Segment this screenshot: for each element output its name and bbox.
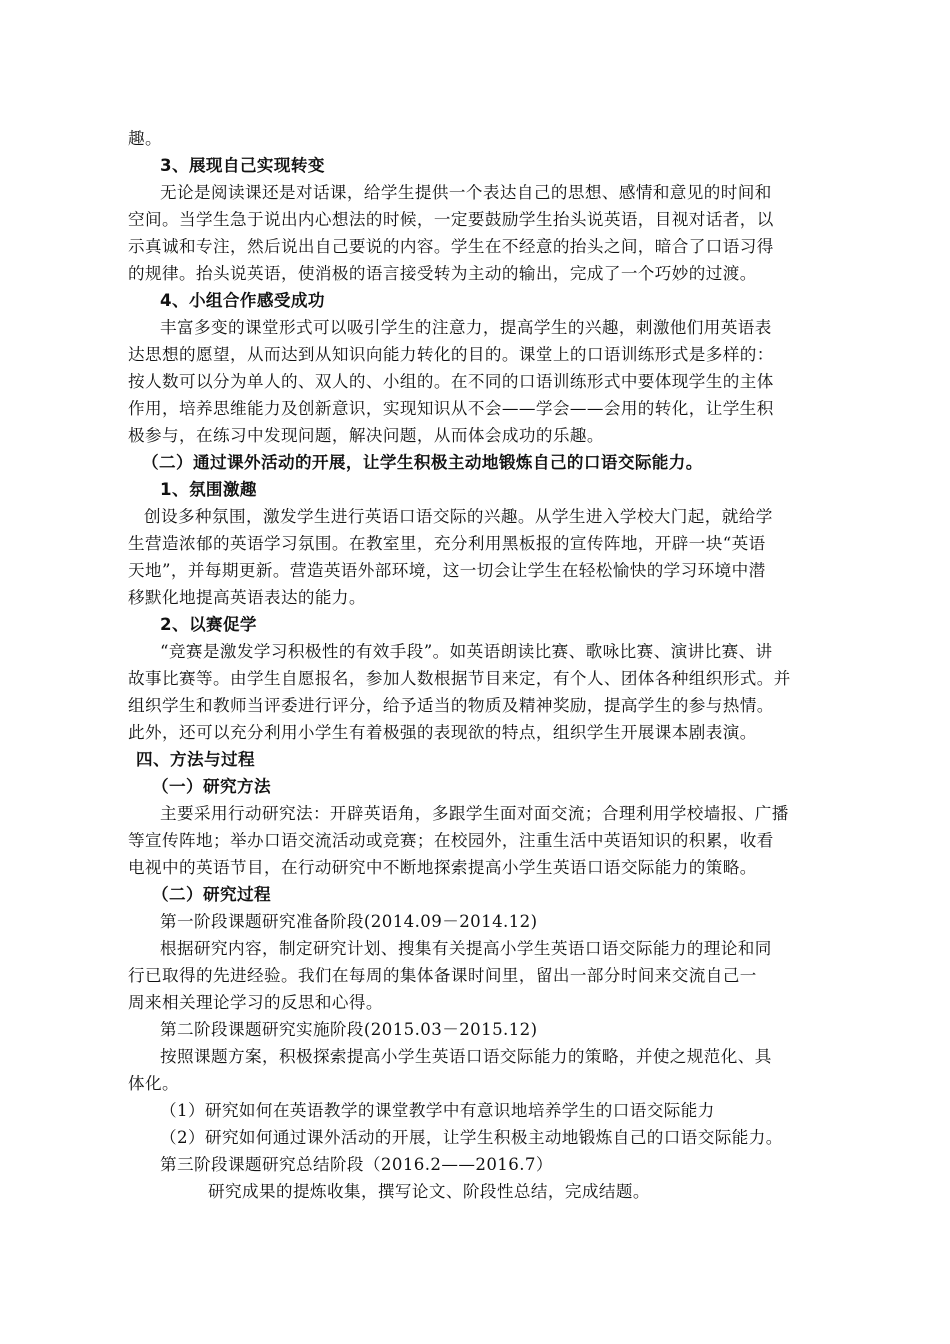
paragraph-line: 组织学生和教师当评委进行评分，给予适当的物质及精神奖励，提高学生的参与热情。 <box>128 696 774 715</box>
list-item: （1）研究如何在英语教学的课堂教学中有意识地培养学生的口语交际能力 <box>160 1101 715 1120</box>
paragraph-line: 按人数可以分为单人的、双人的、小组的。在不同的口语训练形式中要体现学生的主体 <box>128 372 774 391</box>
paragraph-line: 移默化地提高英语表达的能力。 <box>128 588 366 607</box>
part-heading: 四、方法与过程 <box>136 750 255 769</box>
section-heading: （一）研究方法 <box>152 777 271 796</box>
paragraph-line: 体化。 <box>128 1074 179 1093</box>
section-heading: 3、展现自己实现转变 <box>160 156 325 175</box>
section-heading: （二）通过课外活动的开展，让学生积极主动地锻炼自己的口语交际能力。 <box>142 453 703 472</box>
paragraph-line: 达思想的愿望，从而达到从知识向能力转化的目的。课堂上的口语训练形式是多样的： <box>128 345 774 364</box>
paragraph-line: 等宣传阵地；举办口语交流活动或竞赛；在校园外，注重生活中英语知识的积累，收看 <box>128 831 774 850</box>
paragraph-line: 趣。 <box>128 129 162 148</box>
paragraph-line: 主要采用行动研究法：开辟英语角，多跟学生面对面交流；合理利用学校墙报、广播 <box>160 804 789 823</box>
list-item: （2）研究如何通过课外活动的开展，让学生积极主动地锻炼自己的口语交际能力。 <box>160 1128 783 1147</box>
stage-heading: 第二阶段课题研究实施阶段(2015.03－2015.12) <box>160 1020 538 1039</box>
section-heading: （二）研究过程 <box>152 885 271 904</box>
paragraph-line: 创设多种氛围，激发学生进行英语口语交际的兴趣。从学生进入学校大门起，就给学 <box>144 507 773 526</box>
paragraph-line: 无论是阅读课还是对话课，给学生提供一个表达自己的思想、感情和意见的时间和 <box>160 183 772 202</box>
paragraph-line: 此外，还可以充分利用小学生有着极强的表现欲的特点，组织学生开展课本剧表演。 <box>128 723 757 742</box>
section-heading: 4、小组合作感受成功 <box>160 291 325 310</box>
paragraph-line: 按照课题方案，积极探索提高小学生英语口语交际能力的策略，并使之规范化、具 <box>160 1047 772 1066</box>
section-heading: 2、以赛促学 <box>160 615 257 634</box>
paragraph-line: 研究成果的提炼收集，撰写论文、阶段性总结，完成结题。 <box>208 1182 650 1201</box>
paragraph-line: 行已取得的先进经验。我们在每周的集体备课时间里，留出一部分时间来交流自己一 <box>128 966 757 985</box>
paragraph-line: 作用，培养思维能力及创新意识，实现知识从不会——学会——会用的转化，让学生积 <box>128 399 774 418</box>
paragraph-line: 电视中的英语节目，在行动研究中不断地探索提高小学生英语口语交际能力的策略。 <box>128 858 757 877</box>
paragraph-line: 丰富多变的课堂形式可以吸引学生的注意力，提高学生的兴趣，刺激他们用英语表 <box>160 318 772 337</box>
paragraph-line: 天地”，并每期更新。营造英语外部环境，这一切会让学生在轻松愉快的学习环境中潜 <box>128 561 766 580</box>
paragraph-line: 生营造浓郁的英语学习氛围。在教室里，充分利用黑板报的宣传阵地，开辟一块“英语 <box>128 534 766 553</box>
paragraph-line: 故事比赛等。由学生自愿报名，参加人数根据节目来定，有个人、团体各种组织形式。并 <box>128 669 791 688</box>
stage-heading: 第三阶段课题研究总结阶段（2016.2——2016.7） <box>160 1155 553 1174</box>
paragraph-line: 极参与，在练习中发现问题，解决问题，从而体会成功的乐趣。 <box>128 426 604 445</box>
paragraph-line: 根据研究内容，制定研究计划、搜集有关提高小学生英语口语交际能力的理论和同 <box>160 939 772 958</box>
section-heading: 1、氛围激趣 <box>160 480 257 499</box>
stage-heading: 第一阶段课题研究准备阶段(2014.09－2014.12) <box>160 912 538 931</box>
paragraph-line: 示真诚和专注，然后说出自己要说的内容。学生在不经意的抬头之间，暗合了口语习得 <box>128 237 774 256</box>
paragraph-line: “竞赛是激发学习积极性的有效手段”。如英语朗读比赛、歌咏比赛、演讲比赛、讲 <box>160 642 773 661</box>
paragraph-line: 的规律。抬头说英语，使消极的语言接受转为主动的输出，完成了一个巧妙的过渡。 <box>128 264 757 283</box>
paragraph-line: 周来相关理论学习的反思和心得。 <box>128 993 383 1012</box>
paragraph-line: 空间。当学生急于说出内心想法的时候，一定要鼓励学生抬头说英语，目视对话者，以 <box>128 210 774 229</box>
